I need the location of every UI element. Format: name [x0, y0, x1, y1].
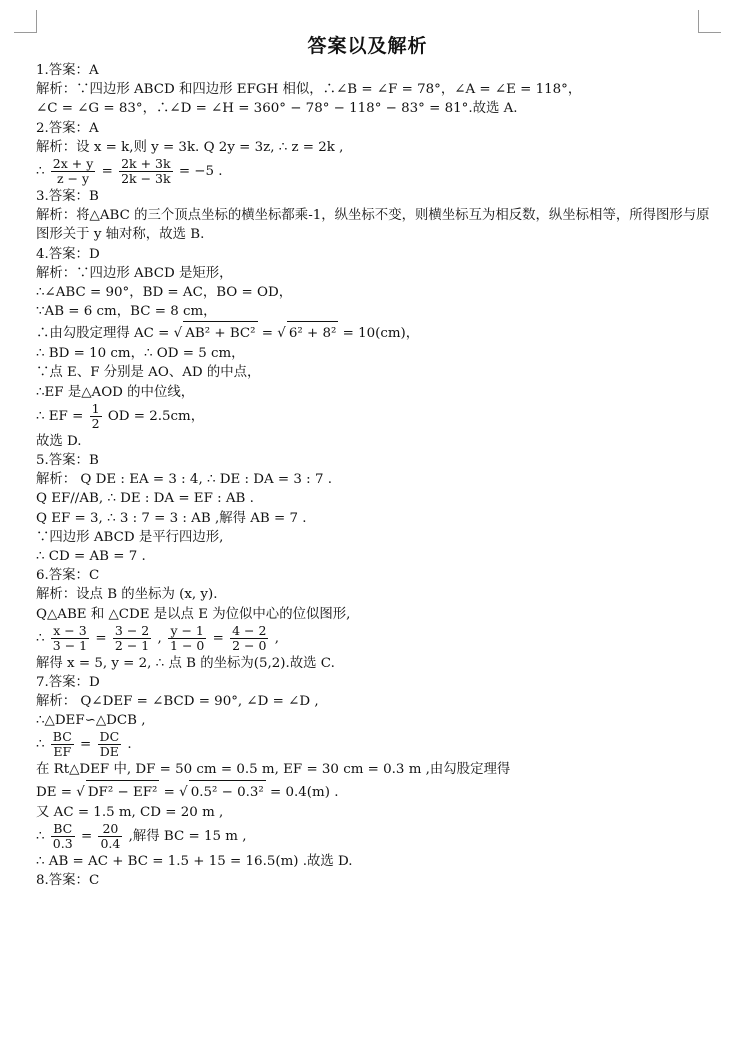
result-text: = 10(cm)， — [342, 326, 420, 342]
equals-sign: = — [101, 163, 113, 179]
answer-2-explanation: 解析：设 x = k,则 y = 3k. Q 2y = 3z, ∴ z = 2k , — [36, 139, 344, 155]
denominator: 2k − 3k — [121, 170, 171, 186]
fraction — [51, 624, 89, 653]
step-text: ∴ EF = — [36, 408, 84, 424]
answer-5-step: Q EF = 3, ∴ 3 : 7 = 3 : AB ,解得 AB = 7 . — [36, 510, 307, 526]
separator: , — [157, 630, 162, 646]
denominator: z − y — [57, 170, 90, 186]
answer-2-fraction-line — [36, 157, 716, 187]
sqrt-radicand: DF² − EF² — [86, 780, 160, 804]
denominator: 0.4 — [100, 835, 121, 851]
answer-5-step: ∴ CD = AB = 7 . — [36, 548, 146, 564]
sqrt-sign: √ — [76, 784, 85, 800]
answer-7-step: 又 AC = 1.5 m, CD = 20 m , — [36, 804, 224, 820]
denominator: 2 — [91, 415, 100, 431]
fraction — [51, 822, 75, 851]
fraction — [168, 624, 206, 653]
result-text: ,解得 BC = 15 m , — [128, 828, 247, 844]
sqrt-sign: √ — [277, 326, 286, 342]
result-text: OD = 2.5cm， — [107, 408, 205, 424]
answer-5-step: ∵四边形 ABCD 是平行四边形, — [36, 529, 224, 545]
numerator: 3 − 2 — [114, 622, 150, 638]
numerator: 2k + 3k — [121, 155, 171, 171]
therefore-symbol: ∴ — [36, 828, 45, 844]
answer-4-step: ∴ BD = 10 cm，∴ OD = 5 cm， — [36, 346, 245, 362]
answer-7-step: ∴△DEF∽△DCB , — [36, 713, 146, 729]
fraction — [98, 822, 122, 851]
result-text: = −5 . — [178, 163, 223, 179]
denominator: 2 − 1 — [114, 637, 150, 653]
answer-1-explanation-cont: ∠C = ∠G = 83°，∴∠D = ∠H = 360° − 78° − 118° − 83° = 81°.故选 A. — [36, 101, 518, 117]
denominator: 1 − 0 — [170, 637, 205, 653]
equals-sign: = — [80, 828, 93, 844]
answer-7-step: 在 Rt△DEF 中, DF = 50 cm = 0.5 m, EF = 30 cm = 0.3 m ,由勾股定理得 — [36, 762, 511, 778]
numerator: 2x + y — [52, 155, 94, 171]
step-text: ∴由勾股定理得 AC = — [36, 326, 170, 342]
sqrt-sign: √ — [179, 784, 188, 800]
answer-7-label: 7.答案：D — [36, 674, 100, 690]
step-text: DE = — [36, 784, 72, 800]
answer-1-explanation: 解析：∵四边形 ABCD 和四边形 EFGH 相似，∴∠B = ∠F = 78°，∠A = ∠E = 118°， — [36, 82, 582, 98]
numerator: BC — [51, 822, 75, 837]
answer-7-fraction-line-2 — [36, 822, 716, 852]
numerator: DC — [99, 729, 120, 745]
equals-sign: = — [80, 737, 92, 753]
answer-1-label: 1.答案：A — [36, 63, 99, 78]
denominator: EF — [53, 744, 72, 760]
answer-4-step: ∵点 E、F 分别是 AO、AD 的中点， — [36, 365, 261, 381]
page-title: 答案以及解析 — [307, 35, 428, 57]
crop-mark-top-left — [14, 10, 37, 33]
equals-sign: = — [95, 630, 107, 646]
answer-7-sqrt-line — [36, 780, 716, 803]
numerator: 20 — [98, 822, 122, 837]
answer-4-step: ∴∠ABC = 90°，BD = AC，BO = OD， — [36, 284, 293, 300]
answer-7-explanation: 解析： Q∠DEF = ∠BCD = 90°, ∠D = ∠D , — [36, 694, 319, 710]
answer-7-conclusion: ∴ AB = AC + BC = 1.5 + 15 = 16.5(m) .故选 D. — [36, 853, 353, 869]
sqrt-radicand: 6² + 8² — [287, 321, 339, 345]
denominator: 2 − 0 — [232, 637, 267, 653]
answer-3-explanation: 解析：将△ABC 的三个顶点坐标的横坐标都乘-1，纵坐标不变，则横坐标互为相反数，纵坐标相等，所得图形与原图形关于 y 轴对称，故选 B. — [36, 208, 710, 243]
answer-4-conclusion: 故选 D. — [36, 433, 82, 449]
answer-6-step: Q△ABE 和 △CDE 是以点 E 为位似中心的位似图形, — [36, 606, 351, 622]
sqrt-radicand: 0.5² − 0.3² — [189, 780, 266, 804]
numerator: BC — [52, 729, 72, 745]
answer-content — [36, 61, 716, 890]
therefore-symbol: ∴ — [36, 630, 45, 646]
answer-4-sqrt-line — [36, 321, 716, 344]
answer-3-label: 3.答案：B — [36, 188, 99, 204]
fraction — [51, 157, 96, 186]
sqrt-sign: √ — [173, 326, 183, 342]
denominator: 3 − 1 — [52, 637, 88, 653]
answer-5-explanation: 解析： Q DE : EA = 3 : 4, ∴ DE : DA = 3 : 7 . — [36, 472, 332, 488]
result-text: , — [274, 630, 279, 646]
equals-sign: = — [212, 630, 224, 646]
fraction — [90, 402, 102, 431]
answer-4-fraction-line — [36, 402, 716, 432]
fraction — [119, 157, 172, 186]
answer-4-step: ∵AB = 6 cm，BC = 8 cm， — [36, 304, 217, 320]
equals-sign: = — [261, 326, 274, 342]
numerator: 1 — [91, 400, 100, 416]
answer-4-step: ∴EF 是△AOD 的中位线， — [36, 384, 195, 400]
answer-5-label: 5.答案：B — [36, 453, 99, 469]
answer-4-label: 4.答案：D — [36, 246, 100, 262]
answer-6-fraction-line — [36, 624, 716, 654]
therefore-symbol: ∴ — [36, 163, 45, 179]
sqrt-radicand: AB² + BC² — [183, 321, 257, 345]
denominator: 0.3 — [52, 835, 73, 851]
equals-sign: = — [163, 784, 175, 800]
fraction — [230, 624, 268, 653]
numerator: 4 − 2 — [232, 622, 267, 638]
fraction — [113, 624, 151, 653]
answer-7-fraction-line — [36, 730, 716, 760]
answer-6-conclusion: 解得 x = 5, y = 2, ∴ 点 B 的坐标为(5,2).故选 C. — [36, 655, 335, 671]
denominator: DE — [99, 744, 119, 760]
therefore-symbol: ∴ — [36, 737, 45, 753]
answer-4-explanation: 解析：∵四边形 ABCD 是矩形， — [36, 265, 233, 281]
fraction — [51, 730, 74, 759]
result-text: . — [127, 737, 132, 753]
answer-2-label: 2.答案：A — [36, 120, 99, 136]
answer-6-label: 6.答案：C — [36, 568, 100, 584]
fraction — [98, 730, 122, 759]
numerator: x − 3 — [51, 624, 89, 639]
result-text: = 0.4(m) . — [270, 784, 339, 800]
crop-mark-top-right — [698, 10, 721, 33]
answer-8-label: 8.答案：C — [36, 873, 100, 889]
numerator: y − 1 — [168, 624, 206, 639]
answer-6-explanation: 解析：设点 B 的坐标为 (x, y). — [36, 587, 218, 603]
answer-5-step: Q EF//AB, ∴ DE : DA = EF : AB . — [36, 491, 254, 507]
